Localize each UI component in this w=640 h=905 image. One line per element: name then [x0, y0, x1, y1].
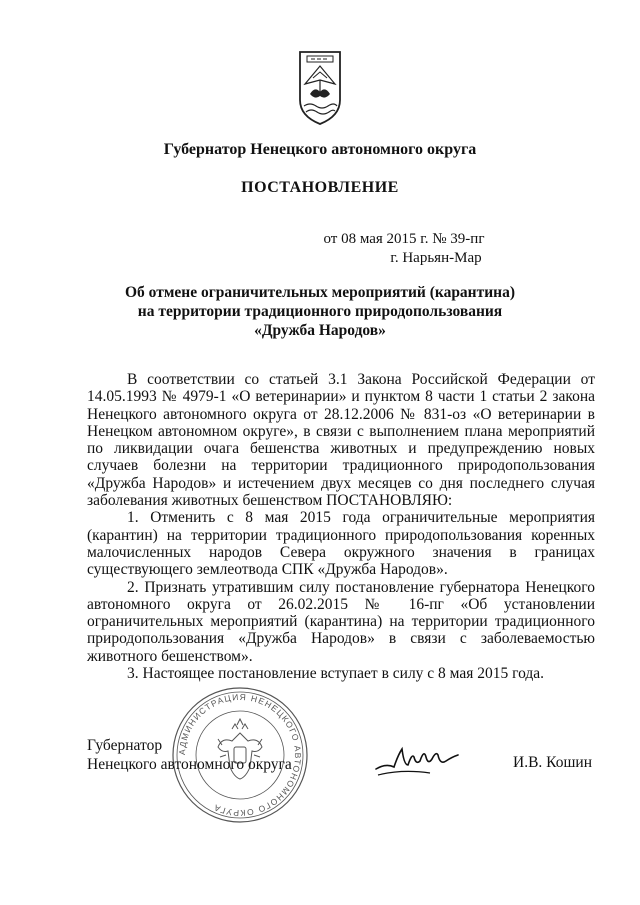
document-body	[87, 371, 595, 682]
position-line-1: Губернатор	[87, 737, 163, 754]
subject-line-2: на территории традиционного природопользования	[137, 303, 503, 320]
document-date: от 08 мая 2015 г. № 39-пг	[323, 231, 485, 247]
handwritten-signature	[372, 735, 462, 785]
document-place: г. Нарьян-Мар	[390, 250, 482, 266]
resolution-item-3: 3. Настоящее постановление вступает в силу с 8 мая 2015 года.	[127, 665, 545, 683]
nao-coat-of-arms-icon	[297, 50, 343, 126]
document-type: ПОСТАНОВЛЕНИЕ	[241, 179, 399, 196]
subject-line-3: «Дружба Народов»	[254, 322, 386, 339]
seal-outer-text: АДМИНИСТРАЦИЯ НЕНЕЦКОГО АВТОНОМНОГО ОКРУГА	[176, 691, 304, 819]
signatory-name: И.В. Кошин	[513, 754, 592, 771]
resolution-item-2: 2. Признать утратившим силу постановление губернатора Ненецкого автономного округа от 26.02.2015 № 16-пг «Об установлении ограничительных мероприятий (карантина) на территории традиционного природопользования «Дружба Народов» в связи с заболеваемостью животного бешенством».	[87, 578, 595, 665]
subject-line-1: Об отмене ограничительных мероприятий (карантина)	[124, 284, 516, 301]
document-subject	[95, 283, 545, 340]
signatory-position	[87, 736, 292, 774]
resolution-item-1: 1. Отменить с 8 мая 2015 года ограничительные мероприятия (карантин) на территории традиционного природопользования коренных малочисленных народов Севера окружного значения в границах существующего землеотвода СПК «Дружба Народов».	[87, 509, 595, 579]
governor-title: Губернатор Ненецкого автономного округа	[163, 141, 477, 158]
position-line-2: Ненецкого автономного округа	[87, 756, 292, 773]
preamble-paragraph: В соответствии со статьей 3.1 Закона Российской Федерации от 14.05.1993 № 4979-1 «О ветеринарии» и пунктом 8 части 1 статьи 2 закона Ненецкого автономного округа от 28.12.2006 № 831-оз «О ветеринарии в Ненецком автономном округе», в связи с выполнением плана мероприятий по ликвидации очага бешенства животных и предупреждению новых случаев болезни на территории традиционного природопользования «Дружба Народов» и истечением двух месяцев со дня последнего случая заболевания животных бешенством ПОСТАНОВЛЯЮ:	[87, 371, 595, 510]
